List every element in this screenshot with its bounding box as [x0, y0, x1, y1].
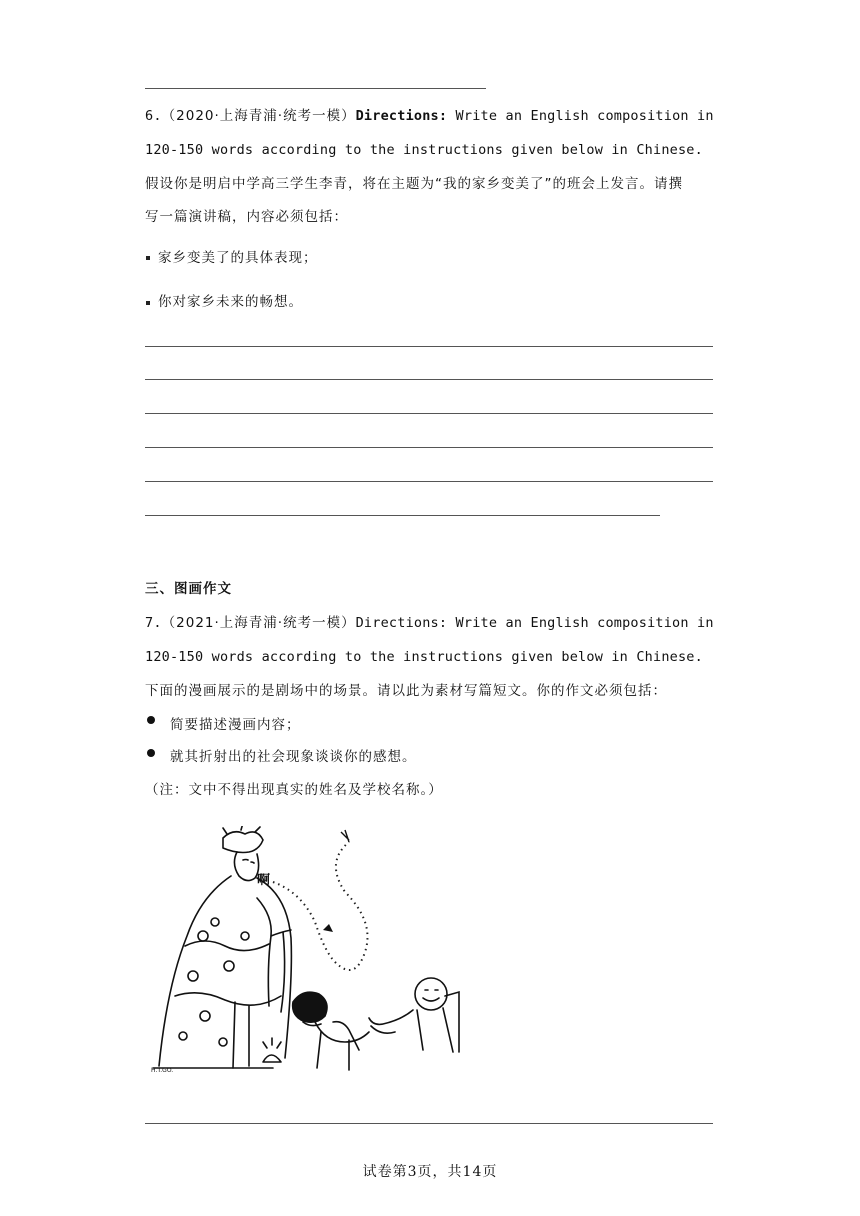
q7-bullet-1: 简要描述漫画内容；: [170, 717, 301, 733]
bullet-square-icon: [146, 256, 150, 260]
q7-number: 7.: [145, 615, 162, 631]
answer-line[interactable]: [145, 515, 660, 516]
q6-bullet-1: 家乡变美了的具体表现；: [158, 250, 318, 266]
q7-source: （2021·上海青浦·统考一模）: [161, 615, 356, 631]
answer-line[interactable]: [145, 379, 713, 380]
q7-bullet-2: 就其折射出的社会现象谈谈你的感想。: [170, 749, 417, 765]
answer-line[interactable]: [145, 413, 713, 414]
cartoon-illustration: [145, 826, 465, 1076]
answer-line[interactable]: [145, 346, 713, 347]
cartoon-speech: 啊: [257, 873, 271, 888]
q7-note: （注：文中不得出现真实的姓名及学校名称。）: [145, 782, 443, 798]
q6-line1: [145, 107, 714, 125]
bullet-dot-icon: [147, 749, 155, 757]
q7-zh-line1: 下面的漫画展示的是剧场中的场景。请以此为素材写篇短文。你的作文必须包括：: [145, 683, 667, 699]
section-title: 三、图画作文: [145, 581, 232, 597]
answer-line-prev: [145, 88, 486, 89]
q6-directions-label: Directions:: [355, 108, 448, 124]
answer-line[interactable]: [145, 447, 713, 448]
q6-bullet-2: 你对家乡未来的畅想。: [158, 294, 303, 310]
answer-line[interactable]: [145, 1123, 713, 1124]
cartoon-signature: H.T.GO.: [151, 1067, 174, 1074]
q6-number: 6.: [145, 108, 162, 124]
q6-source: （2020·上海青浦·统考一模）: [161, 108, 356, 124]
q6-line2: 120-150 words according to the instructions given below in Chinese.: [145, 142, 703, 158]
q7-line1-text: Directions: Write an English composition in: [355, 615, 714, 631]
q7-line1: [145, 614, 714, 632]
bullet-square-icon: [146, 301, 150, 305]
q7-line2: 120-150 words according to the instructions given below in Chinese.: [145, 649, 703, 665]
answer-line[interactable]: [145, 481, 713, 482]
q6-zh-line1: 假设你是明启中学高三学生李青，将在主题为“我的家乡变美了”的班会上发言。请撰: [145, 176, 683, 192]
bullet-dot-icon: [147, 716, 155, 724]
q6-line1-text: Write an English composition in: [447, 108, 714, 124]
q6-zh-line2: 写一篇演讲稿，内容必须包括：: [145, 209, 348, 225]
page-footer: 试卷第3页，共14页: [362, 1164, 498, 1180]
